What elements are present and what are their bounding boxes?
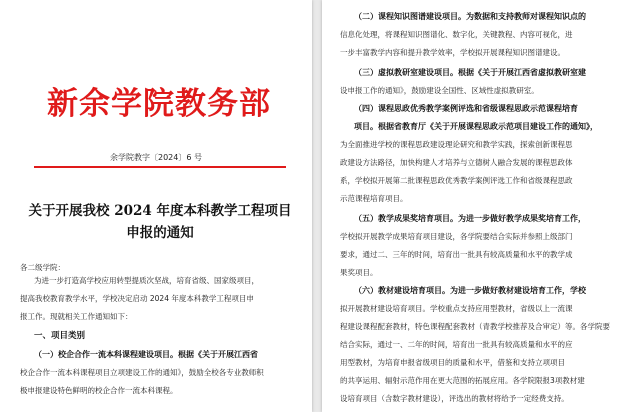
body-line: 结合实际，通过一、二年的时间，培育出一批具有较高质量和水平的应	[340, 340, 573, 349]
item-heading-line: （四）课程思政优秀教学案例评选和省级课程思政示范课程培育	[354, 104, 578, 113]
body-line: 提高我校教育教学水平，学校决定启动 2024 年度本科教学工程项目申	[20, 294, 254, 303]
body-line: 极申报建设特色鲜明的校企合作一流本科课程。	[20, 386, 178, 395]
salutation: 各二级学院：	[20, 263, 65, 272]
body-line: 的共享运用、辐射示范作用在更大范围的拓展应用。各学院限报3项教材建	[340, 376, 585, 385]
body-line: 系，学校拟开展第二批课程思政优秀教学案例评选工作和省级课程思政	[340, 176, 573, 185]
body-line: 设申报工作的通知》，鼓励建设全国性、区域性虚拟教研室。	[340, 86, 539, 95]
document-number: 余学院教字〔2024〕6 号	[110, 153, 202, 162]
document-title-line-2: 申报的通知	[126, 225, 194, 241]
subsection-heading: （一）校企合作一流本科课程建设项目。根据《关于开展江西省	[34, 350, 258, 359]
body-line: 校企合作一流本科课程项目立项建设工作的通知》，鼓励全校各专业教师积	[20, 368, 264, 377]
item-heading-line: （三）虚拟教研室建设项目。根据《关于开展江西省虚拟教研室建	[354, 68, 586, 77]
issuer-header: 新余学院教务部	[47, 86, 271, 122]
item-heading-line: （二）课程知识图谱建设项目。为数据和支持教师对课程知识点的	[354, 12, 586, 21]
body-line: 要求，通过二、三年的时间，培育出一批具有较高质量和水平的教学成	[340, 250, 573, 259]
item-heading-line: 项目。根据省教育厅《关于开展课程思政示范项目建设工作的通知》，	[354, 122, 598, 131]
document-page-right	[322, 0, 640, 412]
body-line: 用型教材，为培育申报省级项目的质量和水平，借鉴和支持立项项目	[340, 358, 565, 367]
body-line: 信息化处理，将课程知识图谱化、数字化，关键教程、内容可视化，进	[340, 30, 573, 39]
body-line: 拟开展教材建设培育项目。学校重点支持应用型教材，省级以上一流课	[340, 304, 573, 313]
item-heading-line: （六）教材建设培育项目。为进一步做好教材建设培育工作，学校	[354, 286, 586, 295]
document-page-left	[0, 0, 312, 412]
body-line: 一步丰富教学内容和提升教学效率，学校拟开展课程知识图谱建设。	[340, 48, 565, 57]
body-line: 学校拟开展教学成果培育项目建设，各学院要结合实际并参照上级部门	[340, 232, 573, 241]
document-title-line-1: 关于开展我校 2024 年度本科教学工程项目	[28, 203, 292, 219]
body-line: 果奖项目。	[340, 268, 378, 277]
body-line: 为全面推进学校的课程思政建设理论研究和教学实践，探索创新课程思	[340, 140, 573, 149]
section-heading: 一、项目类别	[34, 331, 86, 341]
item-heading-line: （五）教学成果奖培育项目。为进一步做好教学成果奖培育工作，	[354, 214, 586, 223]
body-line: 程建设课程配套教材，特色课程配套教材（青教学校推荐及合审定）等。各学院要	[340, 322, 610, 331]
body-line: 政建设方法路径，加快构建人才培养与立德树人融合发展的课程思政体	[340, 158, 573, 167]
body-line: 设培育项目（含数字教材建设），评选出的教材将给予一定经费支持。	[340, 394, 569, 403]
red-divider-line	[34, 166, 286, 168]
body-line: 示范课程培育项目。	[340, 194, 408, 203]
body-line: 报工作。现就相关工作通知如下：	[20, 312, 133, 321]
body-line: 为进一步打造高学校应用转型提质次坚战，培育省级、国家级项目，	[34, 276, 259, 285]
